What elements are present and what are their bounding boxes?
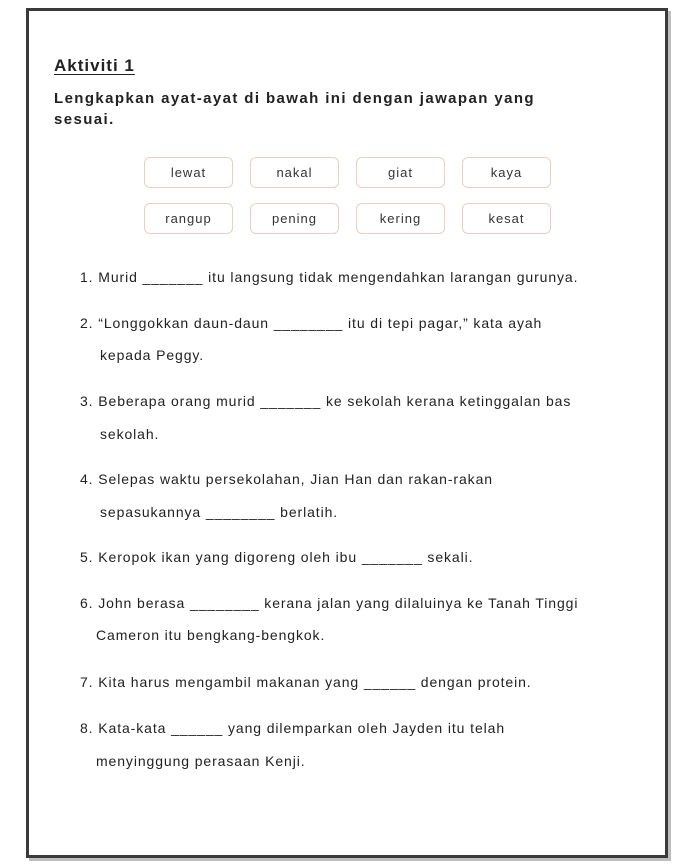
question-line: kepada Peggy. [100,347,205,363]
question-line: sepasukannya ________ berlatih. [100,504,339,520]
question-line: 7. Kita harus mengambil makanan yang ______ dengan protein. [80,674,532,690]
instruction-text: Lengkapkan ayat-ayat di bawah ini dengan jawapan yang sesuai. [54,90,535,128]
word-box: nakal [250,157,339,188]
word-box: kering [356,203,445,234]
question-line: 4. Selepas waktu persekolahan, Jian Han dan rakan-rakan [80,471,493,487]
word-box: kesat [462,203,551,234]
activity-title: Aktiviti 1 [54,56,135,75]
question-line: menyinggung perasaan Kenji. [96,753,306,769]
question-line: 8. Kata-kata ______ yang dilemparkan oleh Jayden itu telah [80,720,506,736]
question-line: 2. “Longgokkan daun-daun ________ itu di tepi pagar,” kata ayah [80,315,543,331]
question-line: Cameron itu bengkang-bengkok. [96,627,326,643]
word-box: pening [250,203,339,234]
word-box: lewat [144,157,233,188]
question-line: 1. Murid _______ itu langsung tidak mengendahkan larangan gurunya. [80,269,579,285]
word-box: giat [356,157,445,188]
word-box: rangup [144,203,233,234]
question-line: 3. Beberapa orang murid _______ ke sekolah kerana ketinggalan bas [80,393,572,409]
question-line: 5. Keropok ikan yang digoreng oleh ibu _______ sekali. [80,549,474,565]
question-line: 6. John berasa ________ kerana jalan yang dilaluinya ke Tanah Tinggi [80,595,579,611]
question-line: sekolah. [100,426,160,442]
word-box: kaya [462,157,551,188]
